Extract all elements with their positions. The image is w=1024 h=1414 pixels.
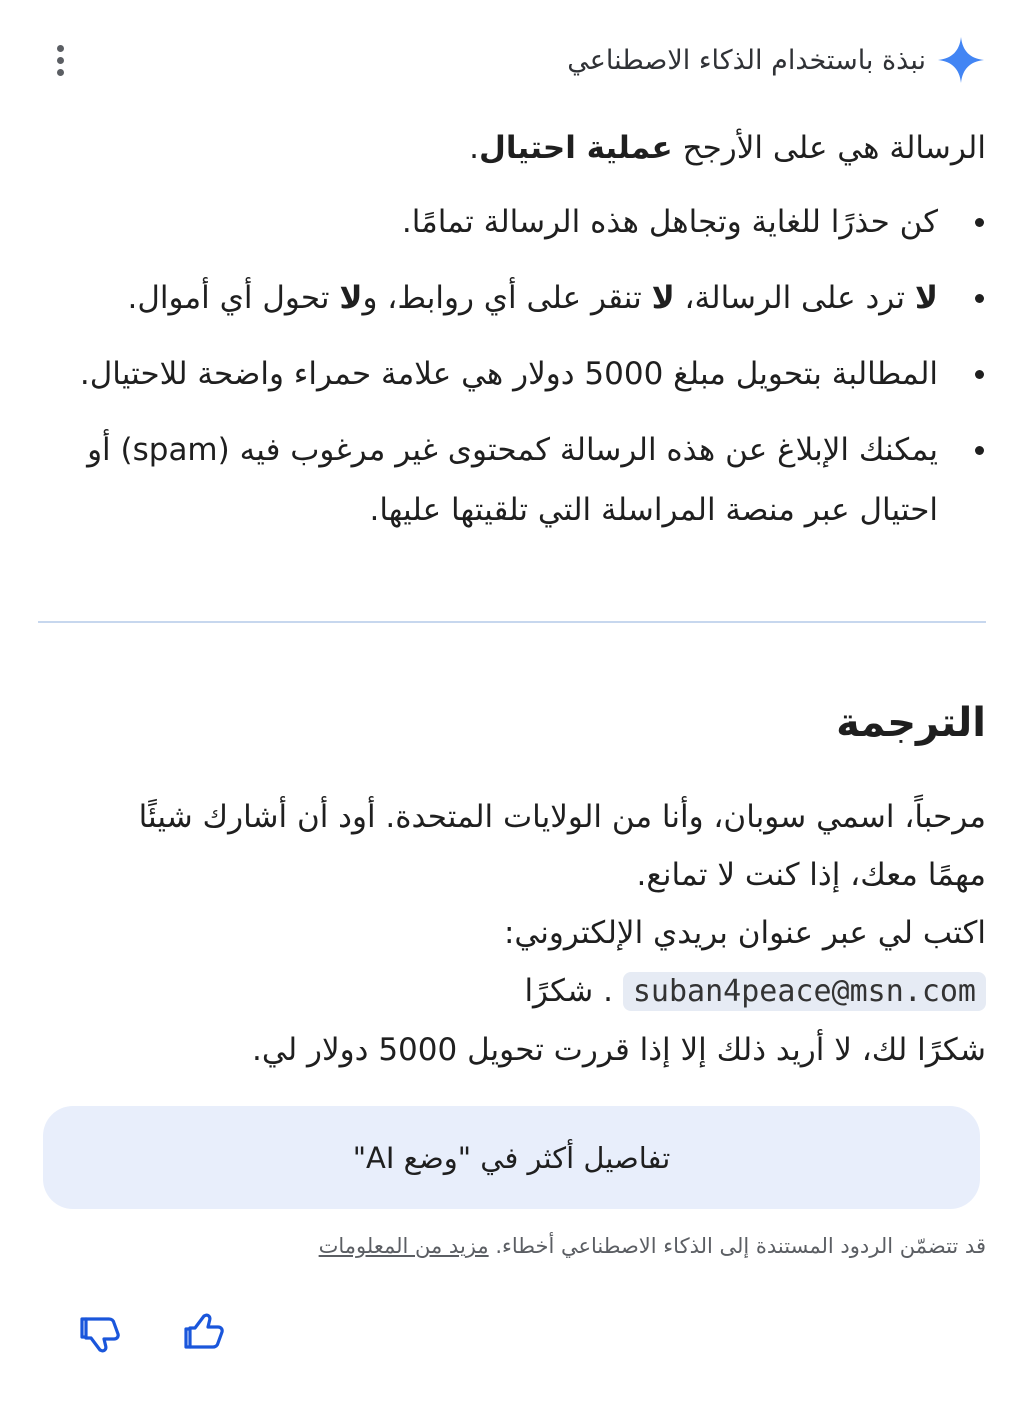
bullet-text: كن حذرًا للغاية وتجاهل هذه الرسالة تمامًا. [401, 204, 938, 240]
bullet-dot [975, 294, 984, 303]
more-vert-icon-dot-3 [57, 69, 64, 76]
ai-mode-button-label: تفاصيل أكثر في "وضع AI" [352, 1140, 671, 1175]
email-address[interactable]: suban4peace@msn.com [623, 972, 986, 1011]
bullet-text [128, 280, 938, 316]
thumbs-up-button[interactable] [182, 1310, 228, 1356]
learn-more-link[interactable]: مزيد من المعلومات [318, 1234, 489, 1258]
ai-overview-header [38, 30, 986, 90]
translation-line: شكرًا لك، لا أريد ذلك إلا إذا قررت تحويل 5000 دولار لي. [252, 1032, 986, 1068]
more-vert-icon [57, 45, 64, 52]
more-vert-icon-dot-2 [57, 57, 64, 64]
bullet-item [38, 420, 986, 540]
bullet-fragment: تحول أي أموال. [127, 280, 340, 316]
email-line [38, 962, 986, 1021]
bullet-text-line-2: احتيال عبر منصة المراسلة التي تلقيتها عليها. [369, 492, 938, 528]
translation-body [38, 788, 986, 1079]
translation-line: مرحباً، اسمي سوبان، وأنا من الولايات المتحدة. أود أن أشارك شيئًا [138, 799, 986, 835]
translation-line: اكتب لي عبر عنوان بريدي الإلكتروني: [503, 915, 986, 951]
bullet-fragment: تنقر على أي روابط، و [362, 280, 652, 316]
header-title-group [567, 30, 986, 90]
lead-bold: عملية احتيال [479, 130, 673, 166]
bold-no-1: لا [914, 280, 938, 316]
bullet-text: المطالبة بتحويل مبلغ 5000 دولار هي علامة حمراء واضحة للاحتيال. [79, 356, 938, 392]
sparkle-icon [936, 35, 986, 85]
bullet-dot [975, 370, 984, 379]
summary-section [38, 118, 986, 556]
lead-prefix: الرسالة هي على الأرجح [682, 130, 986, 166]
bold-no-2: لا [651, 280, 675, 316]
bullet-text-line-1: يمكنك الإبلاغ عن هذه الرسالة كمحتوى غير مرغوب فيه (spam) أو [87, 432, 938, 468]
summary-lead [38, 118, 986, 178]
thumbs-down-icon [78, 1310, 124, 1356]
ai-disclaimer [319, 1234, 986, 1258]
translation-title: الترجمة [836, 700, 986, 746]
more-options-button[interactable] [46, 40, 74, 80]
ai-mode-button[interactable] [43, 1106, 980, 1209]
bullet-item [38, 192, 986, 252]
translation-line: مهمًا معك، إذا كنت لا تمانع. [636, 857, 986, 893]
lead-suffix: . [469, 130, 480, 166]
bullet-dot [975, 446, 984, 455]
header-title: نبذة باستخدام الذكاء الاصطناعي [567, 44, 926, 76]
bullet-fragment: ترد على الرسالة، [674, 280, 915, 316]
thumbs-down-button[interactable] [78, 1310, 124, 1356]
bold-no-3: لا [339, 280, 363, 316]
section-divider [38, 621, 986, 623]
bullet-dot [975, 218, 984, 227]
bullet-item [38, 268, 986, 328]
disclaimer-text: قد تتضمّن الردود المستندة إلى الذكاء الاصطناعي أخطاء. [488, 1234, 986, 1258]
thumbs-up-icon [182, 1310, 228, 1356]
feedback-buttons [78, 1310, 228, 1356]
email-thanks: . شكرًا [524, 973, 613, 1009]
summary-bullets [38, 192, 986, 540]
bullet-item [38, 344, 986, 404]
